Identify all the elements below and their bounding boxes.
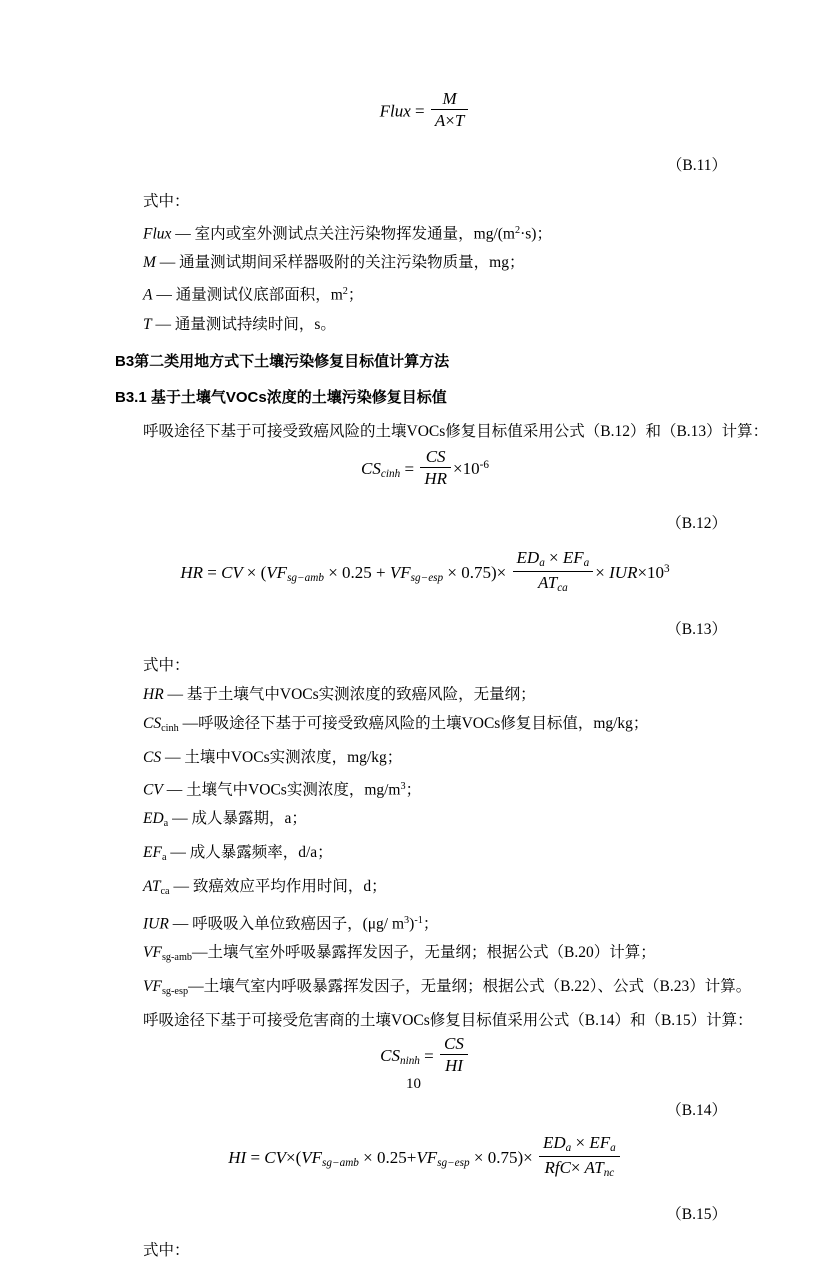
equation-number-b14: （B.14）	[666, 1102, 727, 1119]
equation-b13-math: HR = CV × $(VF_{sg-amb} \times 0.25 + VF_{sg-esp} \times 0.75)\times$ $\frac{ED_a \times EF_a}{AT_{ca}}$ × $IUR\times 10^3$	[180, 548, 670, 595]
heading-b3-1: B3.1 基于土壤气VOCs浓度的土壤污染修复目标值	[115, 388, 447, 406]
definition-item: $VF_{sg-amb}—$土壤气室外呼吸暴露挥发因子，无量纲；根据公式（B.20）计算；	[143, 944, 656, 964]
equation-b11	[115, 89, 735, 133]
definition-item: $AT_{ca}$ — 致癌效应平均作用时间，d；	[143, 878, 387, 897]
where-label-1: 式中：	[143, 193, 190, 211]
paragraph-b31-second: 呼吸途径下基于可接受危害商的土壤VOCs修复目标值采用公式（B.14）和（B.15）计算：	[143, 1011, 753, 1029]
definition-item: A — 通量测试仪底部面积，$m^2$；	[143, 286, 364, 304]
definition-item: $VF_{sg-esp}—$土壤气室内呼吸暴露挥发因子，无量纲；根据公式（B.22）、公式（B.23）计算。	[143, 978, 752, 997]
definition-item: IUR — 呼吸吸入单位致癌因子，(μg/ $m^3)^{-1}$；	[143, 914, 439, 933]
heading-b3: B3第二类用地方式下土壤污染修复目标值计算方法	[115, 352, 450, 370]
equation-b15	[115, 1133, 735, 1182]
definition-item: Flux — 室内或室外测试点关注污染物挥发通量，$mg/(m^2\cdot s)$；	[143, 225, 552, 243]
equation-number-b13: （B.13）	[666, 621, 727, 639]
equation-b11-math: Flux = $\frac{M}{A\times T}$	[380, 92, 471, 133]
equation-b13	[115, 548, 735, 597]
equation-b12-math: $CS_{cinh}$ = $\frac{CS}{HR}$ $\times 10^{-6}$	[361, 447, 489, 489]
where-label-2: 式中：	[143, 657, 190, 675]
equation-b14-math: $CS_{ninh}$ = $\frac{CS}{HI}$	[380, 1037, 470, 1078]
definition-item: HR — 基于土壤气中VOCs实测浓度的致癌风险，无量纲；	[143, 686, 536, 704]
equation-b12	[115, 447, 735, 491]
definition-item: CS — 土壤中VOCs实测浓度，mg/kg；	[143, 749, 403, 767]
definition-item: $CS_{cinh}$ —呼吸途径下基于可接受致癌风险的土壤VOCs修复目标值，mg/kg；	[143, 715, 649, 735]
equation-b14	[115, 1034, 735, 1078]
equation-number-b15: （B.15）	[666, 1206, 727, 1224]
definition-item: M — 通量测试期间采样器吸附的关注污染物质量，mg；	[143, 254, 525, 272]
definition-item: $ED_a$ — 成人暴露期，a；	[143, 810, 307, 830]
definition-item: $EF_a$ — 成人暴露频率，d/a；	[143, 844, 333, 864]
equation-b15-math: HI = $CV\times(VF_{sg-amb} \times 0.25+VF_{sg-esp} \times 0.75)\times$ $\frac{ED_a \times EF_a}{RfC\times AT_{nc}}$	[228, 1136, 622, 1182]
page-number: 10	[406, 1076, 421, 1092]
paragraph-b31-intro: 呼吸途径下基于可接受致癌风险的土壤VOCs修复目标值采用公式（B.12）和（B.13）计算：	[143, 422, 769, 440]
equation-number-b11: （B.11）	[666, 157, 727, 175]
where-label-3: 式中：	[143, 1242, 190, 1260]
definition-item: T — 通量测试持续时间，s。	[143, 315, 336, 333]
equation-number-b12: （B.12）	[666, 514, 727, 532]
definition-item: CV — 土壤气中VOCs实测浓度，$mg/m^3$；	[143, 781, 422, 799]
